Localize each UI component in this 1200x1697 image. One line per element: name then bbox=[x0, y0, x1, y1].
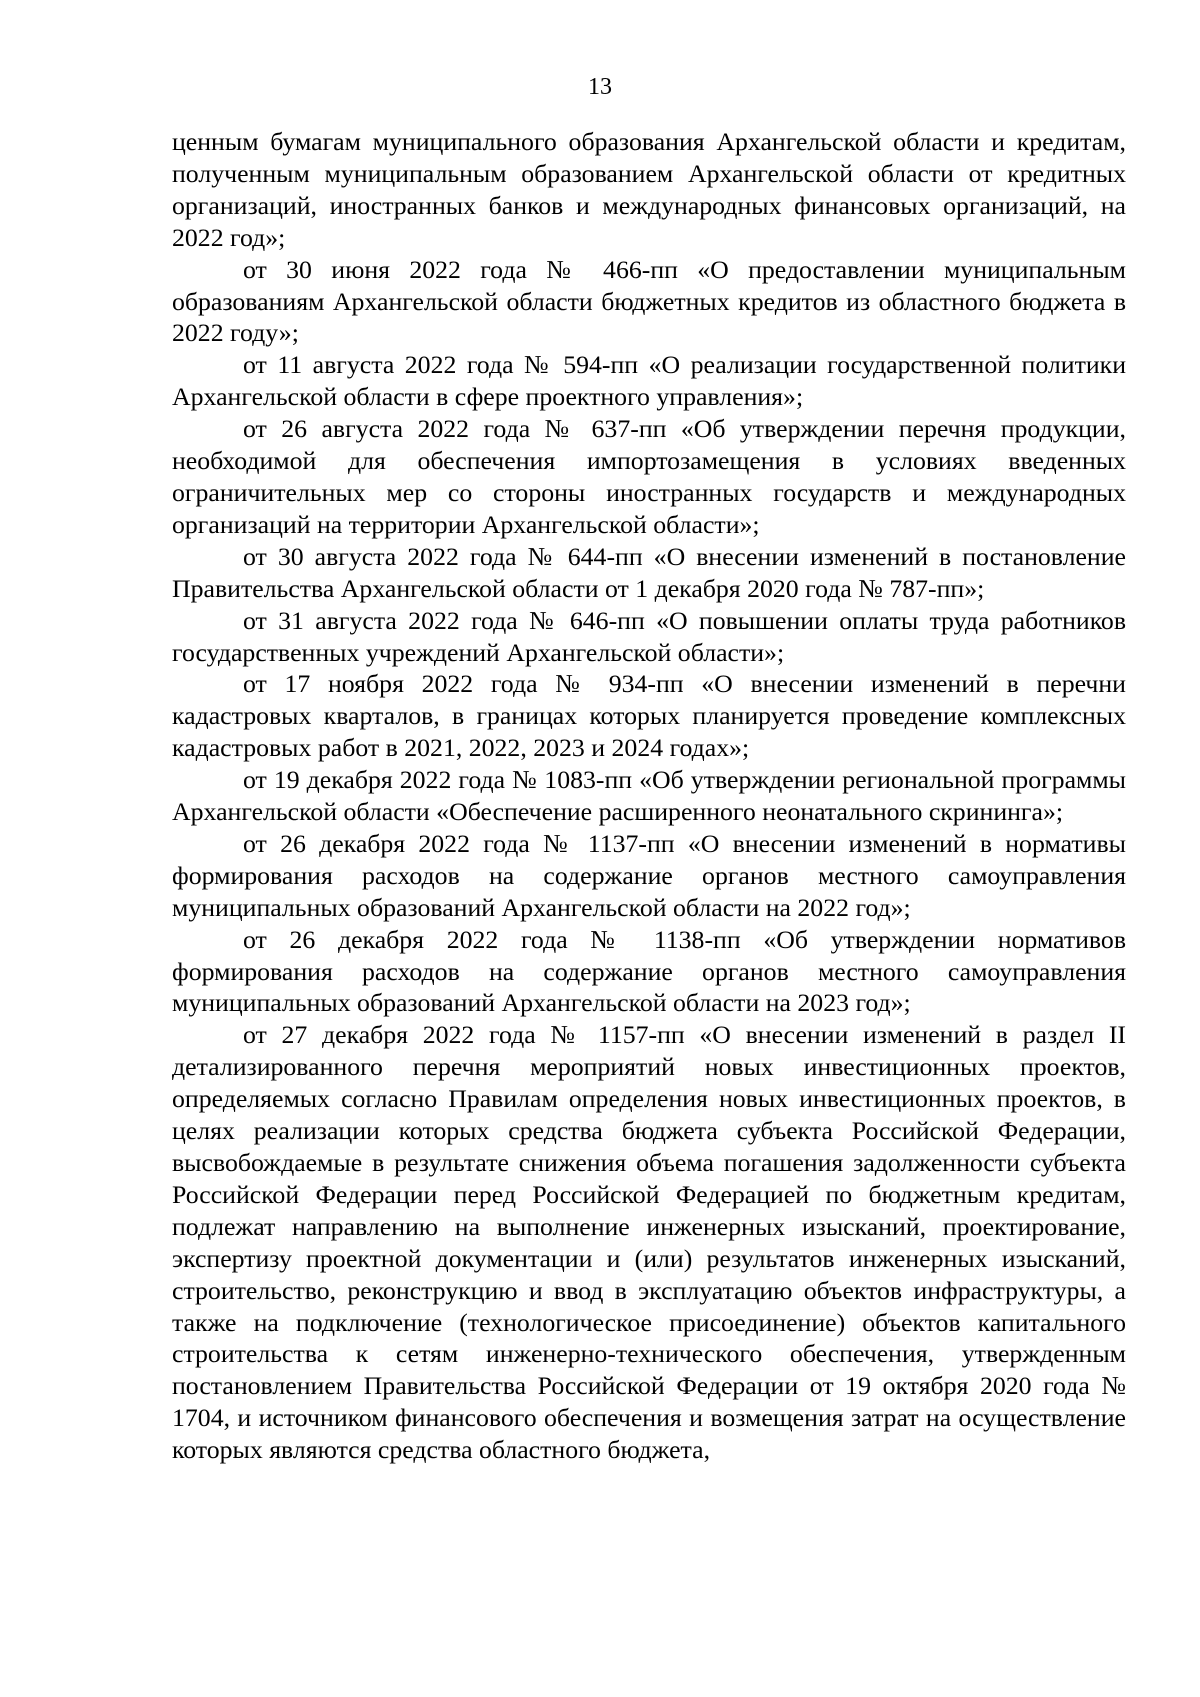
paragraph-decree-1157: от 27 декабря 2022 года № 1157-пп «О внесении изменений в раздел II детализированного перечня мероприятий новых инвестиционных проектов, определяемых согласно Правилам определения новых инвестиционных проектов, в целях реализации которых средства бюджета субъекта Российской Федерации, высвобождаемые в результате снижения объема погашения задолженности субъекта Российской Федерации перед Российской Федерацией по бюджетным кредитам, подлежат направлению на выполнение инженерных изысканий, проектирование, экспертизу проектной документации и (или) результатов инженерных изысканий, строительство, реконструкцию и ввод в эксплуатацию объектов инфраструктуры, а также на подключение (технологическое присоединение) объектов капитального строительства к сетям инженерно-технического обеспечения, утвержденным постановлением Правительства Российской Федерации от 19 октября 2020 года № 1704, и источником финансового обеспечения и возмещения затрат на осуществление которых являются средства областного бюджета, bbox=[172, 1020, 1126, 1465]
paragraph-decree-644: от 30 августа 2022 года № 644-пп «О внесении изменений в постановление Правительства Архангельской области от 1 декабря 2020 года № 787-пп»; bbox=[172, 541, 1126, 603]
paragraph-continuation: ценным бумагам муниципального образования Архангельской области и кредитам, полученным муниципальным образованием Архангельской области от кредитных организаций, иностранных банков и международных финансовых организаций, на 2022 год»; bbox=[172, 127, 1126, 252]
page-number: 13 bbox=[588, 74, 612, 100]
document-body bbox=[172, 126, 1126, 1466]
paragraph-decree-594: от 11 августа 2022 года № 594-пп «О реализации государственной политики Архангельской области в сфере проектного управления»; bbox=[172, 350, 1126, 412]
paragraph-decree-1137: от 26 декабря 2022 года № 1137-пп «О внесении изменений в нормативы формирования расходов на содержание органов местного самоуправления муниципальных образований Архангельской области на 2022 год»; bbox=[172, 828, 1126, 922]
paragraph-decree-637: от 26 августа 2022 года № 637-пп «Об утверждении перечня продукции, необходимой для обеспечения импортозамещения в условиях введенных ограничительных мер со стороны иностранных государств и международных организаций на территории Архангельской области»; bbox=[172, 414, 1126, 539]
paragraph-decree-1083: от 19 декабря 2022 года № 1083-пп «Об утверждении региональной программы Архангельской области «Обеспечение расширенного неонатального скрининга»; bbox=[172, 765, 1126, 827]
paragraph-decree-1138: от 26 декабря 2022 года № 1138-пп «Об утверждении нормативов формирования расходов на содержание органов местного самоуправления муниципальных образований Архангельской области на 2023 год»; bbox=[172, 924, 1126, 1018]
paragraph-decree-646: от 31 августа 2022 года № 646-пп «О повышении оплаты труда работников государственных учреждений Архангельской области»; bbox=[172, 605, 1126, 667]
paragraph-decree-466: от 30 июня 2022 года № 466-пп «О предоставлении муниципальным образованиям Архангельской области бюджетных кредитов из областного бюджета в 2022 году»; bbox=[172, 254, 1126, 348]
paragraph-decree-934: от 17 ноября 2022 года № 934-пп «О внесении изменений в перечни кадастровых кварталов, в границах которых планируется проведение комплексных кадастровых работ в 2021, 2022, 2023 и 2024 годах»; bbox=[172, 669, 1126, 763]
